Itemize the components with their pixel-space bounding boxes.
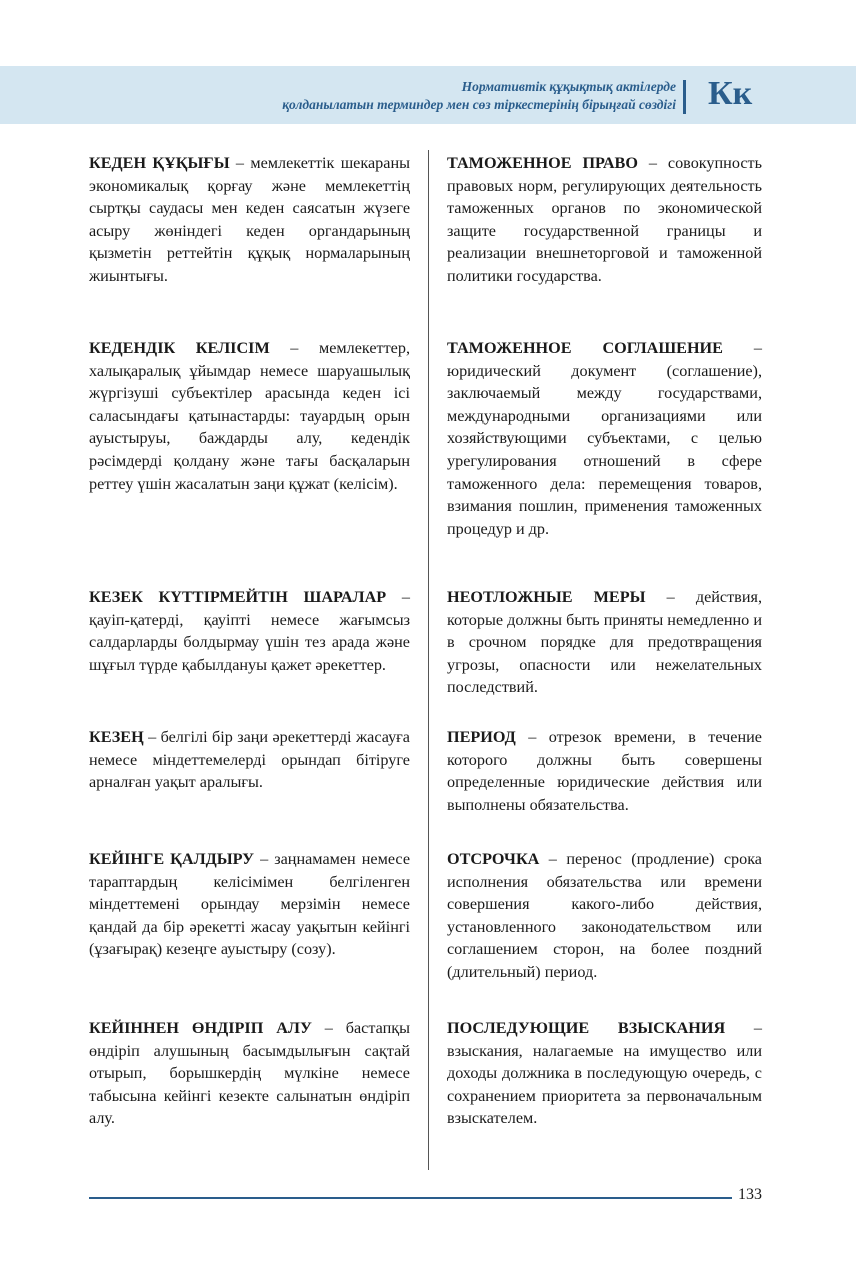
definition-kk: – мемлекеттік шекараны экономикалық қорғау және мемлекеттің сыртқы саудасы мен кеден саясатын жүзеге асыру жөніндегі кеден органдарының қызметін реттейтін құқық нормаларының жиынтығы. [89,154,410,285]
definition-ru: – действия, которые должны быть приняты немедленно и в срочном порядке для предотвращения угрозы, опасности или нежелательных последствий. [447,588,762,697]
definition-kk: – заңнамамен немесе тараптардың келісімімен белгіленген міндеттемені орындау мерзімін немесе қандай да бір әрекетті жасау уақытын кейінгі (ұзағырақ) кезеңге ауыстыру (созу). [89,850,411,959]
running-header-line1: Нормативтік құқықтық актілерде [461,79,676,94]
entry-kk [89,1017,410,1130]
entry-ru [447,152,762,288]
term-kk: КЕЗЕК КҮТТІРМЕЙТІН ШАРАЛАР [89,588,387,606]
term-ru: ПЕРИОД [447,728,516,746]
footer-rule [89,1197,732,1199]
entry-kk [89,848,410,961]
definition-ru: – юридический документ (соглашение), заключаемый между государствами, международными организациями или хозяйствующими субъектами, с целью урегулирования отношений в сфере таможенного дела: перемещения товаров, взимания пошлин, применения таможенных процедур и др. [447,339,762,538]
header-divider [683,80,686,114]
column-divider [428,150,429,1170]
term-ru: ТАМОЖЕННОЕ СОГЛАШЕНИЕ [447,339,723,357]
entry-ru [447,726,762,816]
entry-kk [89,726,410,794]
definition-ru: – совокупность правовых норм, регулирующих деятельность таможенных органов по экономической защите государственной границы и реализации внешнеторговой и таможенной политики государства. [447,154,762,285]
term-ru: НЕОТЛОЖНЫЕ МЕРЫ [447,588,646,606]
definition-ru: – отрезок времени, в течение которого должны быть совершены определенные юридические действия или выполнены обязательства. [447,728,762,814]
term-kk: КЕЗЕҢ [89,728,144,746]
definition-kk: – мемлекеттер, халықаралық ұйымдар немесе шаруашылық жүргізуші субъектілер арасында кеден ісі саласындағы қатынастарды: тауардың орын ауыстыруы, баждарды алу, кедендік рәсімдерді қолдану және тағы басқаларын реттеу үшін жасалатын заңи құжат (келісім). [89,339,411,493]
entry-ru [447,848,762,984]
definition-kk: – қауіп-қатерді, қауіпті немесе жағымсыз салдарларды болдырмау үшін тез арада және шұғыл түрде қабылдануы қажет әрекеттер. [89,588,411,674]
definition-kk: – белгілі бір заңи әрекеттерді жасауға немесе міндеттемелерді орындап бітіруге арналған уақыт аралығы. [89,728,410,792]
entry-ru [447,586,762,699]
running-header-line2: қолданылатын терминдер мен сөз тіркестерінің бірыңғай сөздігі [282,97,676,112]
term-ru: ПОСЛЕДУЮЩИЕ ВЗЫСКАНИЯ [447,1019,726,1037]
entry-kk [89,152,410,288]
term-kk: КЕЙІНГЕ ҚАЛДЫРУ [89,850,255,868]
definition-ru: – взыскания, налагаемые на имущество или доходы должника в последующую очередь, с сохранением приоритета за первоначальным взыскателем. [447,1019,763,1128]
definition-kk: – бастапқы өндіріп алушының басымдылығын сақтай отырып, борышкердің мүлкіне немесе табысына кейінгі кезекте салынатын өндіріп алу. [89,1019,410,1128]
running-header [282,78,676,114]
entry-kk [89,586,410,676]
section-letter: Кк [708,75,753,112]
entry-kk [89,337,410,495]
term-kk: КЕДЕН ҚҰҚЫҒЫ [89,154,230,172]
term-kk: КЕЙІННЕН ӨНДІРІП АЛУ [89,1019,312,1037]
entry-ru [447,1017,762,1130]
term-kk: КЕДЕНДІК КЕЛІСІМ [89,339,270,357]
term-ru: ОТСРОЧКА [447,850,540,868]
term-ru: ТАМОЖЕННОЕ ПРАВО [447,154,638,172]
entry-ru [447,337,762,540]
page-number: 133 [738,1186,762,1203]
definition-ru: – перенос (продление) срока исполнения обязательства или времени совершения какого-либо действия, установленного законодательством или соглашением сторон, на более поздний (длительный) период. [447,850,762,981]
